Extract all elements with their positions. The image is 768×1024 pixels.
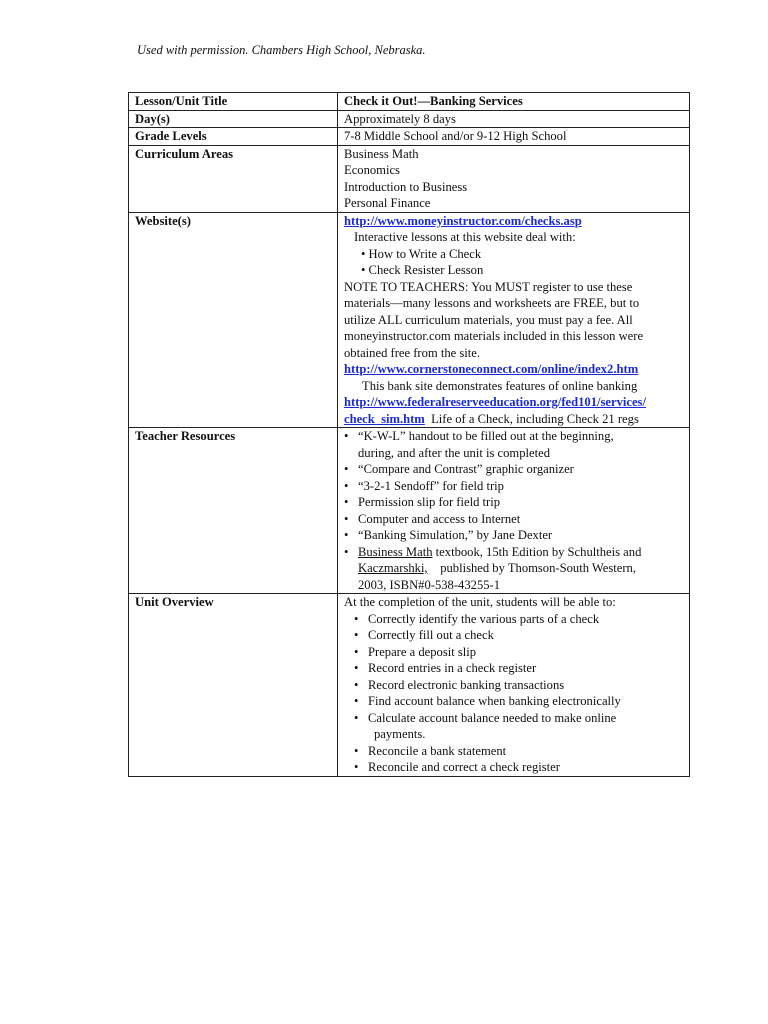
objective-item: [344, 710, 685, 727]
cornerstone-description: This bank site demonstrates features of online banking: [362, 378, 638, 393]
objective-item-cont: payments.: [374, 727, 426, 741]
value-days: Approximately 8 days: [338, 110, 690, 128]
objective-text: Record electronic banking transactions: [368, 677, 565, 692]
resource-text: textbook, 15th Edition by Schultheis and: [432, 544, 642, 559]
label-title: Lesson/Unit Title: [129, 93, 338, 111]
resource-item: [344, 527, 685, 544]
objective-text: Correctly identify the various parts of a check: [368, 611, 600, 626]
objective-text: Record entries in a check register: [368, 661, 537, 675]
curriculum-item: Business Math: [344, 146, 419, 161]
row-days: [129, 110, 690, 128]
link-moneyinstructor[interactable]: http://www.moneyinstructor.com/checks.asp: [344, 213, 582, 228]
resource-text: “Compare and Contrast” graphic organizer: [358, 462, 574, 476]
bullet-glyph: •: [354, 628, 359, 642]
objective-text: Correctly fill out a check: [368, 628, 494, 642]
overview-intro: At the completion of the unit, students will be able to:: [344, 595, 616, 609]
curriculum-item: Introduction to Business: [344, 179, 468, 194]
value-grade: 7-8 Middle School and/or 9-12 High School: [338, 128, 690, 146]
bullet-glyph: •: [344, 478, 349, 493]
teacher-note-line: obtained free from the site.: [344, 345, 481, 360]
bullet-glyph: •: [344, 544, 349, 559]
resource-text: Permission slip for field trip: [358, 495, 501, 509]
bullet-glyph: •: [354, 743, 359, 758]
resource-item-cont: [344, 560, 685, 577]
resource-item: [344, 494, 685, 511]
resource-text: “K-W-L” handout to be filled out at the beginning,: [358, 429, 614, 443]
bullet-glyph: •: [354, 661, 359, 675]
resource-item: [344, 428, 685, 445]
websites-sub-item: • How to Write a Check: [361, 246, 482, 261]
resource-item: [344, 544, 685, 561]
link-cornerstone[interactable]: http://www.cornerstoneconnect.com/online/index2.htm: [344, 362, 639, 376]
link-federalreserve-cont[interactable]: check_sim.htm: [344, 411, 425, 426]
resource-text: Computer and access to Internet: [358, 511, 521, 526]
row-grade: [129, 128, 690, 146]
objective-item: [344, 693, 685, 710]
objective-text: Prepare a deposit slip: [368, 644, 477, 659]
objective-text: Reconcile and correct a check register: [368, 760, 560, 774]
teacher-note-line: utilize ALL curriculum materials, you must pay a fee. All: [344, 312, 633, 327]
objective-item: [344, 759, 685, 776]
websites-intro: Interactive lessons at this website deal with:: [354, 230, 576, 244]
bullet-glyph: •: [344, 495, 349, 509]
value-title: Check it Out!—Banking Services: [338, 93, 690, 111]
resource-item-cont: 2003, ISBN#0-538-43255-1: [358, 577, 501, 592]
label-grade: Grade Levels: [129, 128, 338, 146]
bullet-glyph: •: [354, 677, 359, 692]
bullet-glyph: •: [354, 710, 359, 725]
federalreserve-description: Life of a Check, including Check 21 regs: [431, 411, 639, 426]
curriculum-item: Economics: [344, 163, 400, 177]
curriculum-item: Personal Finance: [344, 196, 431, 210]
row-title: [129, 93, 690, 111]
bullet-glyph: •: [344, 528, 349, 542]
resource-item: [344, 511, 685, 528]
textbook-title: Business Math: [358, 544, 433, 559]
federalreserve-line-2: [344, 411, 685, 428]
bullet-glyph: •: [344, 462, 349, 476]
label-days: Day(s): [129, 110, 338, 128]
resource-item: [344, 478, 685, 495]
teacher-note-line: moneyinstructor.com materials included in this lesson were: [344, 329, 644, 343]
permission-note: Used with permission. Chambers High School, Nebraska.: [137, 43, 426, 57]
objective-item: [344, 611, 685, 628]
row-websites: [129, 212, 690, 428]
objective-item: [344, 644, 685, 661]
bullet-glyph: •: [354, 644, 359, 659]
value-websites: [338, 212, 690, 428]
label-teacher-resources: Teacher Resources: [129, 428, 338, 594]
row-unit-overview: [129, 594, 690, 777]
objective-text: Calculate account balance needed to make online: [368, 710, 617, 725]
textbook-author: Kaczmarshki,: [358, 561, 428, 575]
objective-item: [344, 627, 685, 644]
bullet-glyph: •: [344, 511, 349, 526]
label-unit-overview: Unit Overview: [129, 594, 338, 777]
bullet-glyph: •: [354, 694, 359, 708]
objective-text: Find account balance when banking electronically: [368, 694, 621, 708]
bullet-glyph: •: [354, 760, 359, 774]
websites-sub-item: • Check Resister Lesson: [361, 263, 484, 277]
row-teacher-resources: [129, 428, 690, 594]
objective-item: [344, 677, 685, 694]
objective-text: Reconcile a bank statement: [368, 743, 507, 758]
value-curriculum: [338, 145, 690, 212]
objective-item: [344, 743, 685, 760]
bullet-glyph: •: [354, 611, 359, 626]
value-teacher-resources: [338, 428, 690, 594]
link-federalreserve[interactable]: http://www.federalreserveeducation.org/fed101/services/: [344, 395, 646, 409]
label-curriculum: Curriculum Areas: [129, 145, 338, 212]
resource-text: “3-2-1 Sendoff” for field trip: [358, 478, 504, 493]
resource-item-cont: during, and after the unit is completed: [358, 445, 550, 460]
value-unit-overview: [338, 594, 690, 777]
textbook-publisher: published by Thomson-South Western,: [440, 561, 637, 575]
teacher-note-line: materials—many lessons and worksheets are FREE, but to: [344, 296, 640, 310]
lesson-plan-table: [128, 92, 690, 777]
objective-item: [344, 660, 685, 677]
teacher-note-line: NOTE TO TEACHERS: You MUST register to use these: [344, 279, 633, 294]
resource-text: “Banking Simulation,” by Jane Dexter: [358, 528, 553, 542]
resource-item: [344, 461, 685, 478]
bullet-glyph: •: [344, 429, 349, 443]
row-curriculum: [129, 145, 690, 212]
label-websites: Website(s): [129, 212, 338, 428]
